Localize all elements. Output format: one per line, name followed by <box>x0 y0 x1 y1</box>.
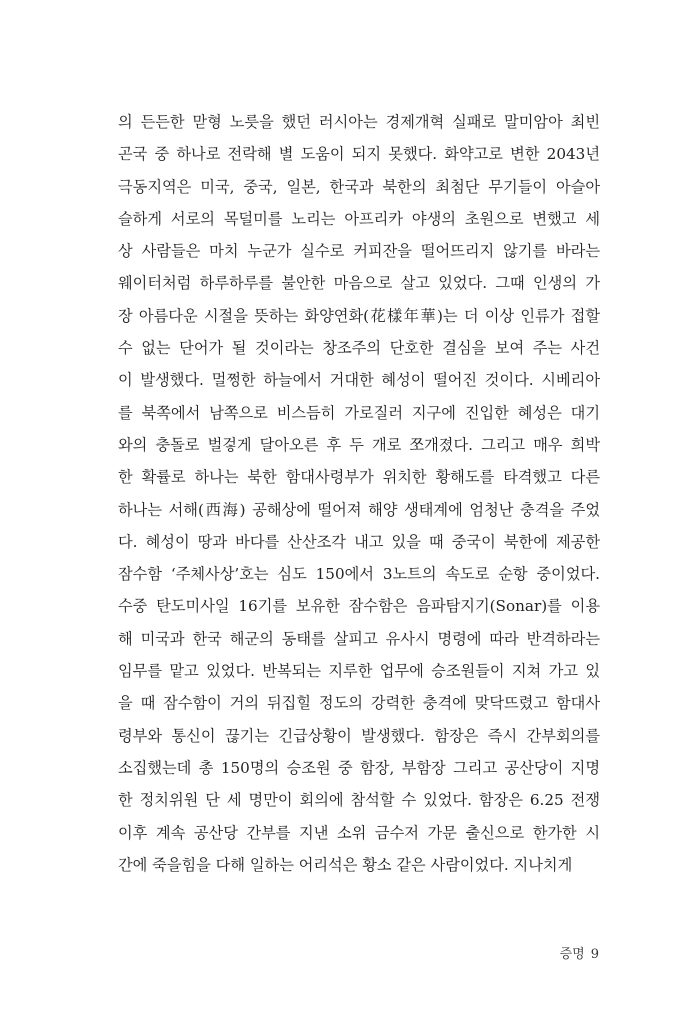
running-title: 증명 <box>559 947 585 962</box>
text-line: 령부와 통신이 끊기는 긴급상황이 발생했다. 함장은 즉시 간부회의를 <box>118 726 600 745</box>
text-line: 와의 충돌로 벌겋게 달아오른 후 두 개로 쪼개졌다. 그리고 매우 희박 <box>118 435 600 454</box>
text-line: 소집했는데 총 150명의 승조원 중 함장, 부함장 그리고 공산당이 지명 <box>118 758 600 777</box>
text-line: 극동지역은 미국, 중국, 일본, 한국과 북한의 최첨단 무기들이 아슬아 <box>118 177 600 196</box>
text-line: 한 확률로 하나는 북한 함대사령부가 위치한 황해도를 타격했고 다른 <box>118 468 600 487</box>
text-line: 곤국 중 하나로 전락해 별 도움이 되지 못했다. 화약고로 변한 2043년 <box>118 145 600 164</box>
text-line: 수중 탄도미사일 16기를 보유한 잠수함은 음파탐지기(Sonar)를 이용 <box>118 597 600 616</box>
text-line: 웨이터처럼 하루하루를 불안한 마음으로 살고 있었다. 그때 인생의 가 <box>118 274 600 293</box>
text-line: 을 때 잠수함이 거의 뒤집힐 정도의 강력한 충격에 맞닥뜨렸고 함대사 <box>118 694 600 713</box>
text-line: 임무를 맡고 있었다. 반복되는 지루한 업무에 승조원들이 지쳐 가고 있 <box>118 662 600 681</box>
text-line: 해 미국과 한국 해군의 동태를 살피고 유사시 명령에 따라 반격하라는 <box>118 629 600 648</box>
page-footer <box>560 943 599 962</box>
text-line: 이후 계속 공산당 간부를 지낸 소위 금수저 가문 출신으로 한가한 시 <box>118 823 600 842</box>
text-line: 수 없는 단어가 될 것이라는 창조주의 단호한 결심을 보여 주는 사건 <box>118 339 600 358</box>
text-line: 장 아름다운 시절을 뜻하는 화양연화(花樣年華)는 더 이상 인류가 접할 <box>118 306 600 325</box>
text-line: 를 북쪽에서 남쪽으로 비스듬히 가로질러 지구에 진입한 혜성은 대기 <box>118 403 600 422</box>
text-line: 잠수함 ‘주체사상’호는 심도 150에서 3노트의 속도로 순항 중이었다. <box>118 565 600 584</box>
text-line: 의 든든한 맏형 노릇을 했던 러시아는 경제개혁 실패로 말미암아 최빈 <box>118 113 600 131</box>
text-line: 한 정치위원 단 세 명만이 회의에 참석할 수 있었다. 함장은 6.25 전쟁 <box>118 791 600 810</box>
page-number: 9 <box>590 947 599 962</box>
text-line: 간에 죽을힘을 다해 일하는 어리석은 황소 같은 사람이었다. 지나치게 <box>118 855 573 874</box>
text-line: 슬하게 서로의 목덜미를 노리는 아프리카 야생의 초원으로 변했고 세 <box>118 209 600 228</box>
text-line: 하나는 서해(西海) 공해상에 떨어져 해양 생태계에 엄청난 충격을 주었 <box>118 500 600 519</box>
text-line: 이 발생했다. 멀쩡한 하늘에서 거대한 혜성이 떨어진 것이다. 시베리아 <box>118 371 600 390</box>
text-line: 상 사람들은 마치 누군가 실수로 커피잔을 떨어뜨리지 않기를 바라는 <box>118 242 600 261</box>
body-paragraph <box>118 106 600 881</box>
text-line: 다. 혜성이 땅과 바다를 산산조각 내고 있을 때 중국이 북한에 제공한 <box>118 532 600 551</box>
